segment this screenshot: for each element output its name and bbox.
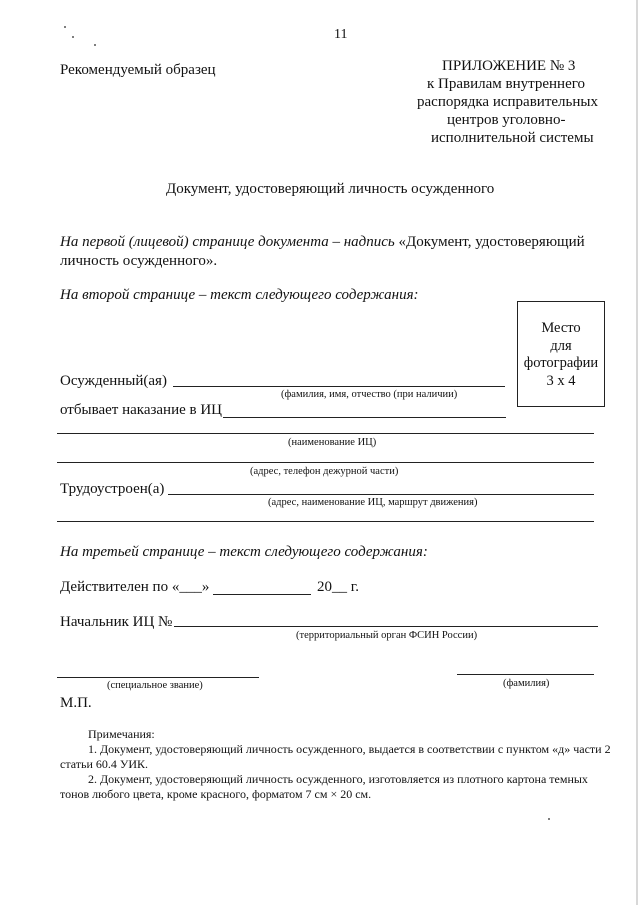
first-page-normal: «Документ, удостоверяющий: [394, 234, 585, 250]
sample-label: Рекомендуемый образец: [60, 62, 216, 78]
photo-placeholder-box: [517, 301, 605, 407]
appendix-title: ПРИЛОЖЕНИЕ № 3: [442, 58, 576, 74]
page-number: 11: [334, 27, 348, 42]
appendix-line: к Правилам внутреннего: [427, 76, 586, 92]
rank-field[interactable]: [57, 677, 259, 678]
first-page-line-1: [60, 234, 585, 251]
scan-speck: [72, 36, 74, 38]
surname-caption: (фамилия): [503, 678, 550, 689]
serving-ic-field[interactable]: [223, 417, 506, 418]
page-edge-shadow: [636, 0, 638, 905]
ic-name-caption: (наименование ИЦ): [288, 437, 377, 448]
scan-speck: [548, 818, 550, 820]
rank-caption: (специальное звание): [107, 680, 203, 691]
ic-address-field[interactable]: [57, 462, 594, 463]
employed-field[interactable]: [168, 494, 594, 495]
document-title: Документ, удостоверяющий личность осужденного: [166, 181, 495, 197]
first-page-italic: На первой (лицевой) странице документа – надпись: [60, 234, 395, 250]
convict-caption: (фамилия, имя, отчество (при наличии): [281, 389, 458, 400]
third-page-heading: На третьей странице – текст следующего содержания:: [60, 544, 428, 560]
stamp-place: М.П.: [60, 695, 92, 711]
appendix-line: распорядка исправительных: [417, 94, 598, 110]
note-2-line-2: тонов любого цвета, кроме красного, форматом 7 см × 20 см.: [60, 787, 372, 801]
chief-label: Начальник ИЦ №: [60, 614, 173, 630]
first-page-line-2: личность осужденного».: [60, 253, 218, 269]
photo-text: для: [550, 337, 572, 354]
valid-label: Действителен по «: [60, 579, 180, 595]
ic-address-caption: (адрес, телефон дежурной части): [250, 466, 399, 477]
valid-month-field[interactable]: [213, 594, 311, 595]
serving-label: отбывает наказание в ИЦ: [60, 402, 223, 418]
appendix-line: исполнительной системы: [431, 130, 594, 146]
chief-ic-field[interactable]: [174, 626, 598, 627]
notes-heading: Примечания:: [88, 727, 155, 741]
note-2-line-1: 2. Документ, удостоверяющий личность осужденного, изготовляется из плотного картона темных: [88, 772, 588, 786]
route-field[interactable]: [57, 521, 594, 522]
convict-name-field[interactable]: [173, 386, 505, 387]
ic-name-field[interactable]: [57, 433, 594, 434]
valid-year: 20__ г.: [317, 579, 359, 595]
chief-caption: (территориальный орган ФСИН России): [296, 630, 478, 641]
note-1-line-1: 1. Документ, удостоверяющий личность осужденного, выдается в соответствии с пунктом «д» части 2: [88, 742, 611, 756]
note-1-line-2: статьи 60.4 УИК.: [60, 757, 149, 771]
appendix-line: центров уголовно-: [447, 112, 566, 128]
employed-caption: (адрес, наименование ИЦ, маршрут движения): [268, 497, 478, 508]
valid-until-row: [60, 579, 209, 596]
second-page-heading: На второй странице – текст следующего содержания:: [60, 287, 419, 303]
valid-close-quote: »: [201, 579, 210, 595]
scan-speck: [94, 44, 96, 46]
valid-day-blank[interactable]: ___: [179, 579, 202, 595]
convict-label: Осужденный(ая): [60, 373, 167, 389]
scan-speck: [64, 26, 66, 28]
employed-label: Трудоустроен(а): [60, 481, 165, 497]
photo-text: фотографии: [523, 355, 599, 371]
photo-text: Место: [541, 320, 581, 336]
photo-text: 3 х 4: [546, 372, 576, 389]
surname-field[interactable]: [457, 674, 594, 675]
